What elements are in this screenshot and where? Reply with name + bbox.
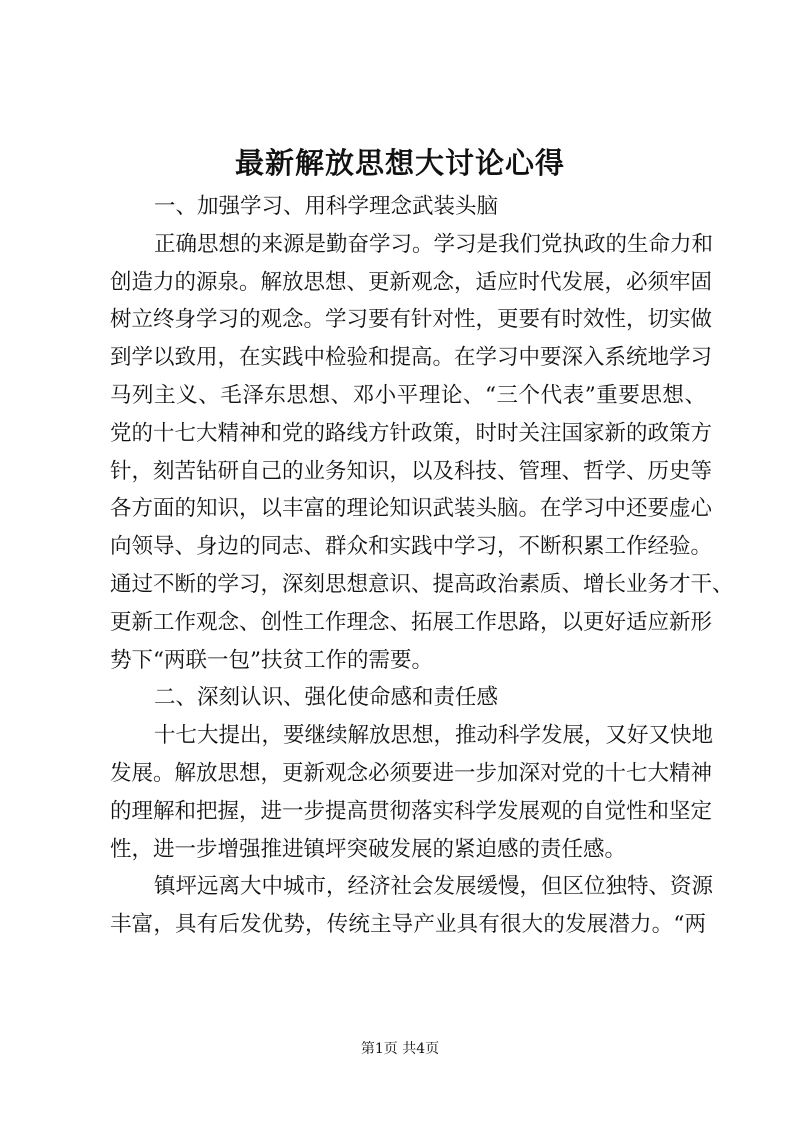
page-footer: 第1页 共4页 — [360, 1041, 440, 1057]
paragraph-line: 到学以致用，在实践中检验和提高。在学习中要深入系统地学习 — [110, 345, 713, 371]
paragraph-line: 十七大提出，要继续解放思想，推动科学发展，又好又快地 — [154, 723, 714, 749]
paragraph-line: 镇坪远离大中城市，经济社会发展缓慢，但区位独特、资源 — [154, 874, 714, 900]
paragraph-line: 针，刻苦钻研自己的业务知识，以及科技、管理、哲学、历史等 — [110, 458, 713, 484]
paragraph-line: 各方面的知识，以丰富的理论知识武装头脑。在学习中还要虚心 — [110, 496, 713, 522]
paragraph-line: 创造力的源泉。解放思想、更新观念，适应时代发展，必须牢固 — [110, 269, 713, 295]
paragraph-line: 马列主义、毛泽东思想、邓小平理论、“三个代表”重要思想、 — [110, 382, 706, 408]
paragraph-line: 党的十七大精神和党的路线方针政策，时时关注国家新的政策方 — [110, 420, 713, 446]
paragraph-line: 通过不断的学习，深刻思想意识、提高政治素质、增长业务才干、 — [110, 571, 734, 597]
document-body — [110, 188, 734, 944]
paragraph-line: 发展。解放思想，更新观念必须要进一步加深对党的十七大精神 — [110, 760, 713, 786]
paragraph-line: 更新工作观念、创性工作理念、拓展工作思路，以更好适应新形 — [110, 609, 713, 635]
document-title: 最新解放思想大讨论心得 — [234, 146, 565, 180]
paragraph-line: 正确思想的来源是勤奋学习。学习是我们党执政的生命力和 — [154, 231, 714, 257]
section-heading-1: 一、加强学习、用科学理念武装头脑 — [154, 194, 499, 219]
paragraph-line: 的理解和把握，进一步提高贯彻落实科学发展观的自觉性和坚定 — [110, 798, 713, 824]
section-heading-2: 二、深刻认识、强化使命感和责任感 — [154, 685, 499, 711]
paragraph-line: 性，进一步增强推进镇坪突破发展的紧迫感的责任感。 — [110, 836, 627, 862]
paragraph-line: 向领导、身边的同志、群众和实践中学习，不断积累工作经验。 — [110, 534, 713, 560]
paragraph-line: 势下“两联一包”扶贫工作的需要。 — [110, 647, 433, 673]
paragraph-line: 丰富，具有后发优势，传统主导产业具有很大的发展潜力。“两 — [110, 912, 706, 938]
paragraph-line: 树立终身学习的观念。学习要有针对性，更要有时效性，切实做 — [110, 307, 713, 333]
